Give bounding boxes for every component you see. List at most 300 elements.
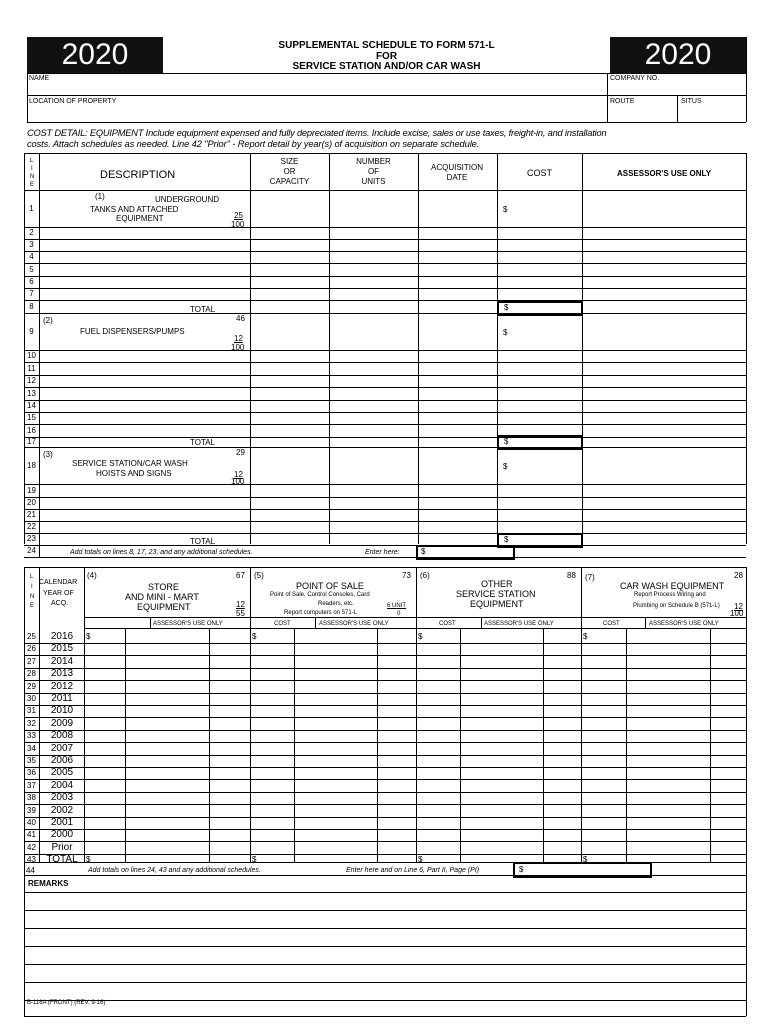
top-cell-line2-col5[interactable] — [583, 228, 746, 239]
year-cell-25-col5[interactable] — [378, 631, 416, 642]
year-cell-28-col0[interactable] — [85, 668, 125, 679]
year-cell-29-col5[interactable] — [378, 681, 416, 692]
year-cell-42-col11[interactable] — [711, 842, 746, 853]
top-cell-line13-col1[interactable] — [251, 388, 329, 400]
year-cell-29-col6[interactable] — [417, 681, 460, 692]
top-cell-line14-col1[interactable] — [251, 401, 329, 412]
top-cell-line21-col1[interactable] — [251, 510, 329, 521]
year-cell-29-col11[interactable] — [711, 681, 746, 692]
year-cell-26-col11[interactable] — [711, 643, 746, 654]
company-no-field[interactable] — [608, 83, 745, 94]
top-cell-line20-col3[interactable] — [419, 498, 497, 509]
year-cell-40-col6[interactable] — [417, 817, 460, 828]
year-cell-41-col10[interactable] — [627, 829, 710, 840]
year-cell-37-col10[interactable] — [627, 780, 710, 791]
year-cell-30-col11[interactable] — [711, 693, 746, 704]
top-cell-line19-col2[interactable] — [330, 485, 418, 497]
top-cell-line23-col5[interactable] — [583, 534, 746, 545]
top-cell-line5-col3[interactable] — [419, 264, 497, 276]
year-cell-40-col4[interactable] — [295, 817, 377, 828]
top-cell-line15-col0[interactable] — [40, 413, 250, 424]
year-cell-42-col1[interactable] — [126, 842, 209, 853]
year-cell-40-col8[interactable] — [544, 817, 581, 828]
year-cell-33-col10[interactable] — [627, 730, 710, 741]
top-cell-line6-col4[interactable] — [498, 277, 582, 288]
top-cell-line23-col3[interactable] — [419, 534, 497, 545]
year-cell-33-col8[interactable] — [544, 730, 581, 741]
year-cell-34-col2[interactable] — [210, 743, 250, 754]
year-cell-32-col9[interactable] — [582, 718, 626, 729]
top-cell-line10-col5[interactable] — [583, 351, 746, 362]
top-cell-line17-col2[interactable] — [330, 438, 418, 447]
year-cell-41-col0[interactable] — [85, 829, 125, 840]
top-cell-line10-col3[interactable] — [419, 351, 497, 362]
top-cell-line22-col3[interactable] — [419, 522, 497, 533]
top-cell-line7-col2[interactable] — [330, 289, 418, 300]
top-cell-line15-col2[interactable] — [330, 413, 418, 424]
year-cell-39-col4[interactable] — [295, 805, 377, 816]
top-cell-line20-col2[interactable] — [330, 498, 418, 509]
year-cell-39-col11[interactable] — [711, 805, 746, 816]
top-cell-line1-col3[interactable] — [419, 191, 497, 227]
top-cell-line12-col5[interactable] — [583, 376, 746, 387]
top-cell-line2-col4[interactable] — [498, 228, 582, 239]
year-cell-33-col9[interactable] — [582, 730, 626, 741]
year-cell-31-col7[interactable] — [461, 705, 543, 716]
year-cell-38-col9[interactable] — [582, 792, 626, 803]
year-cell-33-col11[interactable] — [711, 730, 746, 741]
top-cell-line6-col3[interactable] — [419, 277, 497, 288]
top-cell-line12-col1[interactable] — [251, 376, 329, 387]
top-cell-line2-col3[interactable] — [419, 228, 497, 239]
top-cell-line8-col0[interactable] — [40, 301, 250, 313]
top-cell-line23-col1[interactable] — [251, 534, 329, 545]
top-cell-line19-col5[interactable] — [583, 485, 746, 497]
year-cell-25-col2[interactable] — [210, 631, 250, 642]
year-cell-36-col9[interactable] — [582, 767, 626, 778]
top-cell-line7-col3[interactable] — [419, 289, 497, 300]
top-cell-line8-col4[interactable] — [498, 301, 582, 313]
top-cell-line3-col4[interactable] — [498, 240, 582, 251]
year-cell-34-col0[interactable] — [85, 743, 125, 754]
route-field[interactable] — [608, 106, 676, 121]
year-cell-43-col11[interactable] — [711, 854, 746, 865]
top-cell-line23-col4[interactable] — [498, 534, 582, 545]
year-cell-31-col6[interactable] — [417, 705, 460, 716]
year-cell-29-col2[interactable] — [210, 681, 250, 692]
year-cell-33-col5[interactable] — [378, 730, 416, 741]
year-cell-38-col1[interactable] — [126, 792, 209, 803]
top-cell-line16-col5[interactable] — [583, 425, 746, 437]
top-cell-line14-col0[interactable] — [40, 401, 250, 412]
location-field[interactable] — [28, 106, 606, 121]
top-cell-line6-col0[interactable] — [40, 277, 250, 288]
top-cell-line8-col2[interactable] — [330, 301, 418, 313]
year-cell-25-col10[interactable] — [627, 631, 710, 642]
year-cell-30-col9[interactable] — [582, 693, 626, 704]
top-cell-line14-col5[interactable] — [583, 401, 746, 412]
top-cell-line16-col0[interactable] — [40, 425, 250, 437]
year-cell-31-col8[interactable] — [544, 705, 581, 716]
top-cell-line4-col1[interactable] — [251, 252, 329, 263]
year-cell-32-col8[interactable] — [544, 718, 581, 729]
year-cell-27-col5[interactable] — [378, 656, 416, 667]
year-cell-37-col2[interactable] — [210, 780, 250, 791]
top-cell-line10-col4[interactable] — [498, 351, 582, 362]
year-cell-35-col3[interactable] — [251, 755, 294, 766]
top-cell-line7-col0[interactable] — [40, 289, 250, 300]
year-cell-37-col6[interactable] — [417, 780, 460, 791]
top-cell-line19-col4[interactable] — [498, 485, 582, 497]
year-cell-35-col6[interactable] — [417, 755, 460, 766]
year-cell-35-col8[interactable] — [544, 755, 581, 766]
year-cell-34-col7[interactable] — [461, 743, 543, 754]
year-cell-42-col8[interactable] — [544, 842, 581, 853]
top-cell-line15-col3[interactable] — [419, 413, 497, 424]
year-cell-43-col4[interactable] — [295, 854, 377, 865]
year-cell-37-col0[interactable] — [85, 780, 125, 791]
top-cell-line22-col4[interactable] — [498, 522, 582, 533]
year-cell-41-col8[interactable] — [544, 829, 581, 840]
year-cell-39-col8[interactable] — [544, 805, 581, 816]
top-cell-line20-col1[interactable] — [251, 498, 329, 509]
year-cell-35-col4[interactable] — [295, 755, 377, 766]
top-cell-line5-col2[interactable] — [330, 264, 418, 276]
top-cell-line9-col5[interactable] — [583, 314, 746, 350]
year-cell-42-col2[interactable] — [210, 842, 250, 853]
top-cell-line7-col5[interactable] — [583, 289, 746, 300]
year-cell-29-col1[interactable] — [126, 681, 209, 692]
year-cell-29-col7[interactable] — [461, 681, 543, 692]
year-cell-38-col3[interactable] — [251, 792, 294, 803]
top-cell-line15-col1[interactable] — [251, 413, 329, 424]
year-cell-40-col2[interactable] — [210, 817, 250, 828]
top-cell-line15-col4[interactable] — [498, 413, 582, 424]
year-cell-29-col9[interactable] — [582, 681, 626, 692]
year-cell-39-col9[interactable] — [582, 805, 626, 816]
year-cell-43-col0[interactable] — [85, 854, 125, 865]
top-cell-line11-col1[interactable] — [251, 363, 329, 375]
year-cell-41-col4[interactable] — [295, 829, 377, 840]
year-cell-25-col6[interactable] — [417, 631, 460, 642]
year-cell-37-col7[interactable] — [461, 780, 543, 791]
year-cell-41-col9[interactable] — [582, 829, 626, 840]
year-cell-31-col9[interactable] — [582, 705, 626, 716]
year-cell-41-col5[interactable] — [378, 829, 416, 840]
top-cell-line17-col0[interactable] — [40, 438, 250, 447]
top-cell-line7-col4[interactable] — [498, 289, 582, 300]
year-cell-28-col4[interactable] — [295, 668, 377, 679]
year-cell-34-col4[interactable] — [295, 743, 377, 754]
top-cell-line4-col2[interactable] — [330, 252, 418, 263]
year-cell-26-col8[interactable] — [544, 643, 581, 654]
top-cell-line22-col5[interactable] — [583, 522, 746, 533]
year-cell-39-col7[interactable] — [461, 805, 543, 816]
top-cell-line21-col4[interactable] — [498, 510, 582, 521]
year-cell-30-col7[interactable] — [461, 693, 543, 704]
top-cell-line14-col2[interactable] — [330, 401, 418, 412]
year-cell-38-col7[interactable] — [461, 792, 543, 803]
top-cell-line9-col0[interactable] — [40, 314, 250, 350]
year-cell-43-col1[interactable] — [126, 854, 209, 865]
year-cell-40-col1[interactable] — [126, 817, 209, 828]
top-cell-line12-col4[interactable] — [498, 376, 582, 387]
top-cell-line12-col0[interactable] — [40, 376, 250, 387]
top-cell-line1-col2[interactable] — [330, 191, 418, 227]
year-cell-38-col0[interactable] — [85, 792, 125, 803]
year-cell-27-col3[interactable] — [251, 656, 294, 667]
year-cell-37-col11[interactable] — [711, 780, 746, 791]
year-cell-36-col5[interactable] — [378, 767, 416, 778]
year-cell-32-col6[interactable] — [417, 718, 460, 729]
top-cell-line11-col2[interactable] — [330, 363, 418, 375]
year-cell-31-col3[interactable] — [251, 705, 294, 716]
year-cell-35-col2[interactable] — [210, 755, 250, 766]
top-cell-line14-col3[interactable] — [419, 401, 497, 412]
year-cell-31-col0[interactable] — [85, 705, 125, 716]
year-cell-27-col11[interactable] — [711, 656, 746, 667]
year-cell-36-col0[interactable] — [85, 767, 125, 778]
year-cell-43-col8[interactable] — [544, 854, 581, 865]
name-field[interactable] — [28, 83, 606, 94]
top-cell-line21-col5[interactable] — [583, 510, 746, 521]
top-cell-line15-col5[interactable] — [583, 413, 746, 424]
top-cell-line9-col3[interactable] — [419, 314, 497, 350]
year-cell-31-col1[interactable] — [126, 705, 209, 716]
top-cell-line18-col3[interactable] — [419, 448, 497, 484]
top-cell-line23-col2[interactable] — [330, 534, 418, 545]
year-cell-34-col1[interactable] — [126, 743, 209, 754]
year-cell-36-col11[interactable] — [711, 767, 746, 778]
year-cell-39-col10[interactable] — [627, 805, 710, 816]
year-cell-27-col4[interactable] — [295, 656, 377, 667]
year-cell-43-col6[interactable] — [417, 854, 460, 865]
top-cell-line5-col0[interactable] — [40, 264, 250, 276]
year-cell-41-col6[interactable] — [417, 829, 460, 840]
year-cell-27-col2[interactable] — [210, 656, 250, 667]
year-cell-28-col2[interactable] — [210, 668, 250, 679]
year-cell-37-col4[interactable] — [295, 780, 377, 791]
year-cell-33-col6[interactable] — [417, 730, 460, 741]
year-cell-37-col9[interactable] — [582, 780, 626, 791]
year-cell-29-col10[interactable] — [627, 681, 710, 692]
year-cell-27-col6[interactable] — [417, 656, 460, 667]
year-cell-25-col7[interactable] — [461, 631, 543, 642]
year-cell-33-col1[interactable] — [126, 730, 209, 741]
year-cell-40-col5[interactable] — [378, 817, 416, 828]
top-cell-line4-col3[interactable] — [419, 252, 497, 263]
situs-field[interactable] — [678, 106, 745, 121]
top-cell-line19-col3[interactable] — [419, 485, 497, 497]
year-cell-26-col5[interactable] — [378, 643, 416, 654]
year-cell-39-col0[interactable] — [85, 805, 125, 816]
year-cell-36-col10[interactable] — [627, 767, 710, 778]
year-cell-34-col5[interactable] — [378, 743, 416, 754]
year-cell-42-col9[interactable] — [582, 842, 626, 853]
year-cell-28-col7[interactable] — [461, 668, 543, 679]
year-cell-34-col6[interactable] — [417, 743, 460, 754]
year-cell-28-col10[interactable] — [627, 668, 710, 679]
top-cell-line5-col4[interactable] — [498, 264, 582, 276]
year-cell-30-col8[interactable] — [544, 693, 581, 704]
top-cell-line10-col1[interactable] — [251, 351, 329, 362]
year-cell-33-col4[interactable] — [295, 730, 377, 741]
year-cell-42-col6[interactable] — [417, 842, 460, 853]
top-cell-line20-col4[interactable] — [498, 498, 582, 509]
top-cell-line2-col2[interactable] — [330, 228, 418, 239]
top-cell-line3-col0[interactable] — [40, 240, 250, 251]
year-cell-33-col7[interactable] — [461, 730, 543, 741]
year-cell-27-col0[interactable] — [85, 656, 125, 667]
year-cell-40-col10[interactable] — [627, 817, 710, 828]
top-cell-line2-col0[interactable] — [40, 228, 250, 239]
year-cell-42-col10[interactable] — [627, 842, 710, 853]
top-cell-line20-col5[interactable] — [583, 498, 746, 509]
top-cell-line7-col1[interactable] — [251, 289, 329, 300]
top-cell-line6-col2[interactable] — [330, 277, 418, 288]
year-cell-31-col2[interactable] — [210, 705, 250, 716]
top-cell-line18-col4[interactable] — [498, 448, 582, 484]
year-cell-26-col0[interactable] — [85, 643, 125, 654]
year-cell-37-col3[interactable] — [251, 780, 294, 791]
top-cell-line10-col2[interactable] — [330, 351, 418, 362]
top-cell-line4-col5[interactable] — [583, 252, 746, 263]
year-cell-35-col7[interactable] — [461, 755, 543, 766]
year-cell-42-col5[interactable] — [378, 842, 416, 853]
top-cell-line13-col3[interactable] — [419, 388, 497, 400]
year-cell-39-col6[interactable] — [417, 805, 460, 816]
top-cell-line2-col1[interactable] — [251, 228, 329, 239]
year-cell-27-col8[interactable] — [544, 656, 581, 667]
top-cell-line10-col0[interactable] — [40, 351, 250, 362]
year-cell-28-col6[interactable] — [417, 668, 460, 679]
year-cell-26-col7[interactable] — [461, 643, 543, 654]
year-cell-36-col6[interactable] — [417, 767, 460, 778]
top-cell-line3-col1[interactable] — [251, 240, 329, 251]
top-cell-line17-col3[interactable] — [419, 438, 497, 447]
year-cell-28-col11[interactable] — [711, 668, 746, 679]
year-cell-26-col3[interactable] — [251, 643, 294, 654]
year-cell-40-col9[interactable] — [582, 817, 626, 828]
top-cell-line3-col3[interactable] — [419, 240, 497, 251]
top-cell-line9-col1[interactable] — [251, 314, 329, 350]
year-cell-41-col3[interactable] — [251, 829, 294, 840]
year-cell-35-col1[interactable] — [126, 755, 209, 766]
year-cell-39-col3[interactable] — [251, 805, 294, 816]
top-cell-line20-col0[interactable] — [40, 498, 250, 509]
year-cell-36-col3[interactable] — [251, 767, 294, 778]
top-cell-line8-col5[interactable] — [583, 301, 746, 313]
year-cell-30-col5[interactable] — [378, 693, 416, 704]
top-cell-line14-col4[interactable] — [498, 401, 582, 412]
year-cell-30-col4[interactable] — [295, 693, 377, 704]
top-cell-line12-col3[interactable] — [419, 376, 497, 387]
year-cell-42-col7[interactable] — [461, 842, 543, 853]
year-cell-43-col3[interactable] — [251, 854, 294, 865]
top-cell-line4-col0[interactable] — [40, 252, 250, 263]
top-cell-line18-col0[interactable] — [40, 448, 250, 484]
top-cell-line18-col5[interactable] — [583, 448, 746, 484]
year-cell-34-col3[interactable] — [251, 743, 294, 754]
top-cell-line1-col0[interactable] — [40, 191, 250, 227]
year-cell-27-col1[interactable] — [126, 656, 209, 667]
year-cell-29-col0[interactable] — [85, 681, 125, 692]
year-cell-32-col11[interactable] — [711, 718, 746, 729]
year-cell-40-col3[interactable] — [251, 817, 294, 828]
year-cell-31-col10[interactable] — [627, 705, 710, 716]
year-cell-36-col2[interactable] — [210, 767, 250, 778]
year-cell-40-col7[interactable] — [461, 817, 543, 828]
year-cell-28-col1[interactable] — [126, 668, 209, 679]
year-cell-32-col0[interactable] — [85, 718, 125, 729]
year-cell-26-col10[interactable] — [627, 643, 710, 654]
year-cell-29-col8[interactable] — [544, 681, 581, 692]
year-cell-28-col8[interactable] — [544, 668, 581, 679]
year-cell-25-col11[interactable] — [711, 631, 746, 642]
year-cell-28-col3[interactable] — [251, 668, 294, 679]
year-cell-43-col10[interactable] — [627, 854, 710, 865]
top-cell-line16-col2[interactable] — [330, 425, 418, 437]
year-cell-41-col1[interactable] — [126, 829, 209, 840]
top-cell-line3-col2[interactable] — [330, 240, 418, 251]
year-cell-26-col2[interactable] — [210, 643, 250, 654]
year-cell-43-col7[interactable] — [461, 854, 543, 865]
top-cell-line9-col2[interactable] — [330, 314, 418, 350]
year-cell-42-col4[interactable] — [295, 842, 377, 853]
year-cell-38-col6[interactable] — [417, 792, 460, 803]
year-cell-25-col4[interactable] — [295, 631, 377, 642]
top-cell-line22-col0[interactable] — [40, 522, 250, 533]
top-cell-line17-col4[interactable] — [498, 438, 582, 447]
top-cell-line13-col0[interactable] — [40, 388, 250, 400]
top-cell-line23-col0[interactable] — [40, 534, 250, 545]
top-cell-line1-col4[interactable] — [498, 191, 582, 227]
year-cell-27-col9[interactable] — [582, 656, 626, 667]
year-cell-42-col0[interactable] — [85, 842, 125, 853]
top-cell-line8-col1[interactable] — [251, 301, 329, 313]
year-cell-38-col4[interactable] — [295, 792, 377, 803]
top-cell-line6-col1[interactable] — [251, 277, 329, 288]
year-cell-37-col5[interactable] — [378, 780, 416, 791]
year-cell-30-col6[interactable] — [417, 693, 460, 704]
top-cell-line11-col4[interactable] — [498, 363, 582, 375]
year-cell-35-col0[interactable] — [85, 755, 125, 766]
year-cell-41-col11[interactable] — [711, 829, 746, 840]
year-cell-38-col8[interactable] — [544, 792, 581, 803]
top-cell-line6-col5[interactable] — [583, 277, 746, 288]
year-cell-40-col0[interactable] — [85, 817, 125, 828]
top-cell-line1-col1[interactable] — [251, 191, 329, 227]
year-cell-27-col7[interactable] — [461, 656, 543, 667]
top-cell-line4-col4[interactable] — [498, 252, 582, 263]
year-cell-25-col0[interactable] — [85, 631, 125, 642]
year-cell-38-col2[interactable] — [210, 792, 250, 803]
year-cell-29-col4[interactable] — [295, 681, 377, 692]
year-cell-31-col11[interactable] — [711, 705, 746, 716]
top-cell-line9-col4[interactable] — [498, 314, 582, 350]
year-cell-38-col11[interactable] — [711, 792, 746, 803]
year-cell-30-col0[interactable] — [85, 693, 125, 704]
top-cell-line17-col5[interactable] — [583, 438, 746, 447]
top-cell-line22-col1[interactable] — [251, 522, 329, 533]
year-cell-34-col10[interactable] — [627, 743, 710, 754]
year-cell-26-col9[interactable] — [582, 643, 626, 654]
year-cell-26-col4[interactable] — [295, 643, 377, 654]
year-cell-28-col5[interactable] — [378, 668, 416, 679]
top-cell-line22-col2[interactable] — [330, 522, 418, 533]
top-cell-line8-col3[interactable] — [419, 301, 497, 313]
year-cell-32-col5[interactable] — [378, 718, 416, 729]
